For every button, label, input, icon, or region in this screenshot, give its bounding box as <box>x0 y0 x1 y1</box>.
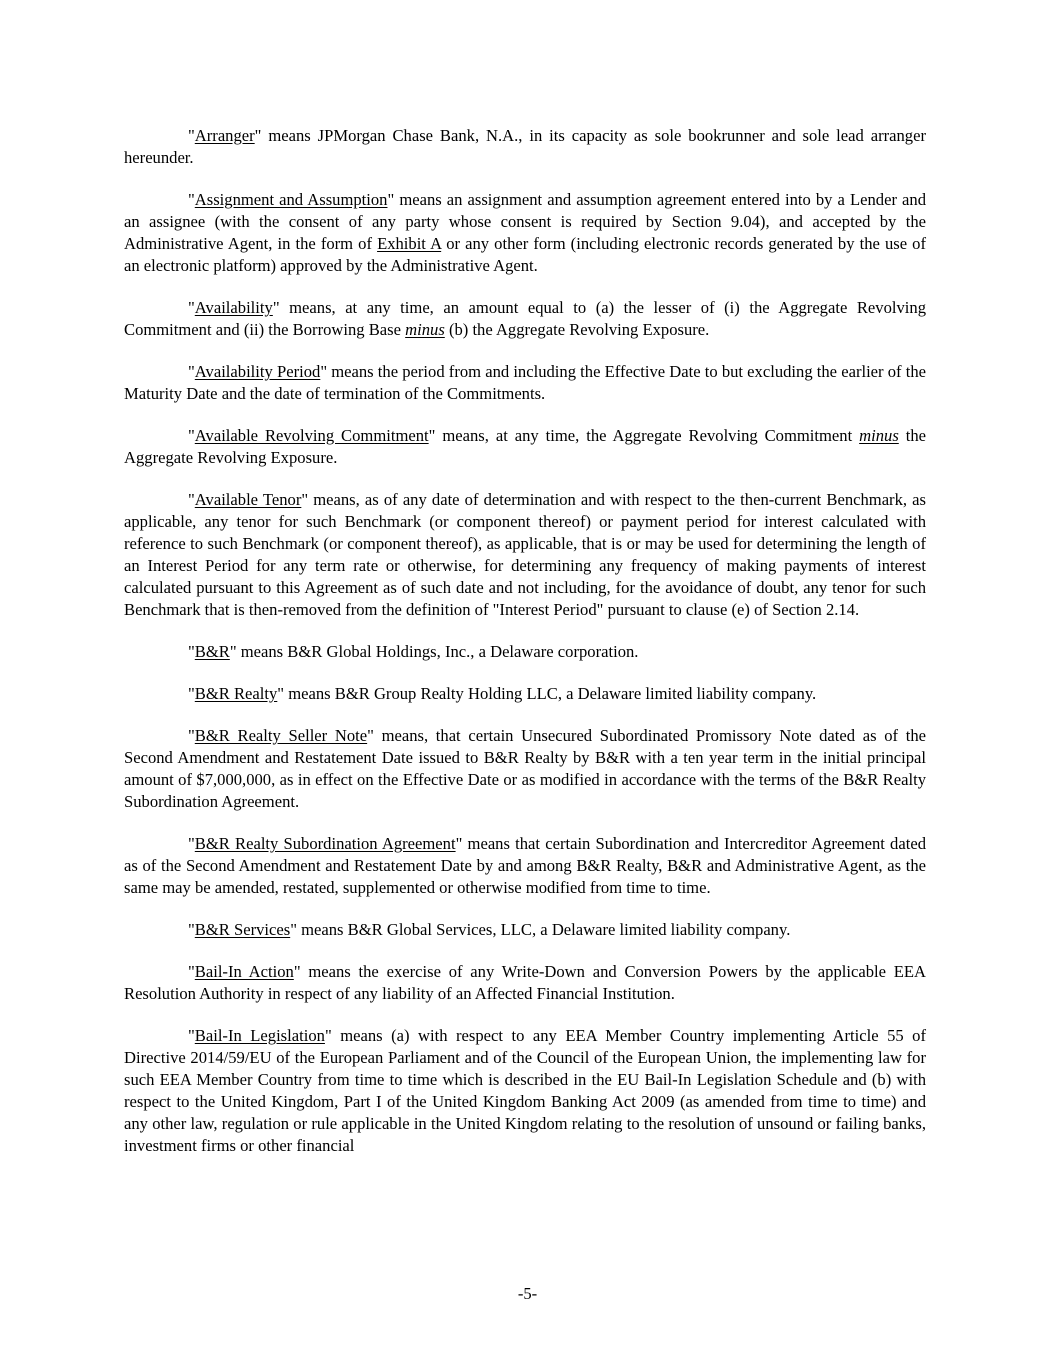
definition-text: " means (a) with respect to any EEA Member Country implementing Article 55 of Directive 2014/59/EU of the European Parliament and of the Council of the European Union, the implementing law for such EEA Member Country from time to time which is described in the EU Bail-In Legislation Schedule and (b) with respect to the United Kingdom, Part I of the United Kingdom Banking Act 2009 (as amended from time to time) and any other law, regulation or rule applicable in the United Kingdom relating to the resolution of unsound or failing banks, investment firms or other financial <box>124 1026 926 1155</box>
page-number: -5- <box>517 1284 538 1303</box>
defined-term: Bail-In Action <box>194 962 294 981</box>
definition-text: " means, that certain Unsecured Subordinated Promissory Note dated as of the Second Amendment and Restatement Date issued to B&R Realty by B&R with a ten year term in the initial principal amount of $7,000,000, as in effect on the Effective Date or as modified in accordance with the terms of the B&R Realty Subordination Agreement. <box>124 726 927 811</box>
defined-term: B&R Realty <box>194 684 278 703</box>
definition-text: (b) the Aggregate Revolving Exposure. <box>444 320 710 339</box>
exhibit-reference: Exhibit A <box>377 234 442 253</box>
definition-b-and-r-services: "B&R Services" means B&R Global Services, LLC, a Delaware limited liability company. <box>188 920 791 939</box>
definition-bail-in-legislation: "Bail-In Legislation" means (a) with respect to any EEA Member Country implementing Article 55 of Directive 2014/59/EU of the European Parliament and of the Council of the European Union, the implementing law for such EEA Member Country from time to time which is described in the EU Bail-In Legislation Schedule and (b) with respect to the United Kingdom, Part I of the United Kingdom Banking Act 2009 (as amended from time to time) and any other law, regulation or rule applicable in the United Kingdom relating to the resolution of unsound or failing banks, investment firms or other financial <box>124 1026 926 1155</box>
definition-text: the Aggregate Revolving Exposure. <box>124 426 926 467</box>
definition-availability: "Availability" means, at any time, an amount equal to (a) the lesser of (i) the Aggregate Revolving Commitment and (ii) the Borrowing Base minus (b) the Aggregate Revolving Exposure. <box>124 298 926 339</box>
defined-term: Availability <box>194 298 273 317</box>
defined-term: B&R Realty Subordination Agreement <box>194 834 456 853</box>
definition-b-and-r: "B&R" means B&R Global Holdings, Inc., a Delaware corporation. <box>188 642 639 661</box>
definition-text: " means B&R Group Realty Holding LLC, a Delaware limited liability company. <box>277 684 817 703</box>
emphasis-minus: minus <box>405 320 445 339</box>
definition-text: " means JPMorgan Chase Bank, N.A., in its capacity as sole bookrunner and sole lead arranger hereunder. <box>124 126 926 167</box>
defined-term: B&R Services <box>194 920 291 939</box>
defined-term: Arranger <box>194 126 255 145</box>
definition-b-and-r-realty-subordination-agreement: "B&R Realty Subordination Agreement" means that certain Subordination and Intercreditor Agreement dated as of the Second Amendment and Restatement Date by and among B&R Realty, B&R and Administrative Agent, as the same may be amended, restated, supplemented or otherwise modified from time to time. <box>124 834 926 897</box>
definition-text: " means the exercise of any Write-Down and Conversion Powers by the applicable EEA Resolution Authority in respect of any liability of an Affected Financial Institution. <box>124 962 926 1003</box>
defined-term: Assignment and Assumption <box>194 190 388 209</box>
document-body <box>124 125 926 1177</box>
defined-term: Available Revolving Commitment <box>194 426 429 445</box>
definition-text: " means B&R Global Holdings, Inc., a Delaware corporation. <box>229 642 639 661</box>
definition-text: or any other form (including electronic records generated by the use of an electronic platform) approved by the Administrative Agent. <box>124 234 926 275</box>
defined-term: Availability Period <box>194 362 321 381</box>
definition-available-revolving-commitment: "Available Revolving Commitment" means, at any time, the Aggregate Revolving Commitment minus the Aggregate Revolving Exposure. <box>124 426 926 467</box>
emphasis-minus: minus <box>859 426 899 445</box>
definition-text: " means an assignment and assumption agreement entered into by a Lender and an assignee (with the consent of any party whose consent is required by Section 9.04), and accepted by the Administrative Agent, in the form of <box>124 190 926 253</box>
definition-b-and-r-realty: "B&R Realty" means B&R Group Realty Holding LLC, a Delaware limited liability company. <box>188 684 817 703</box>
defined-term: Bail-In Legislation <box>194 1026 325 1045</box>
definition-text: " means that certain Subordination and Intercreditor Agreement dated as of the Second Amendment and Restatement Date by and among B&R Realty, B&R and Administrative Agent, as the same may be amended, restated, supplemented or otherwise modified from time to time. <box>124 834 926 897</box>
definition-bail-in-action: "Bail-In Action" means the exercise of any Write-Down and Conversion Powers by the applicable EEA Resolution Authority in respect of any liability of an Affected Financial Institution. <box>124 962 926 1003</box>
defined-term: B&R Realty Seller Note <box>194 726 368 745</box>
definition-text: " means, at any time, an amount equal to (a) the lesser of (i) the Aggregate Revolving Commitment and (ii) the Borrowing Base <box>124 298 926 339</box>
defined-term: Available Tenor <box>194 490 302 509</box>
definition-b-and-r-realty-seller-note: "B&R Realty Seller Note" means, that certain Unsecured Subordinated Promissory Note dated as of the Second Amendment and Restatement Date issued to B&R Realty by B&R with a ten year term in the initial principal amount of $7,000,000, as in effect on the Effective Date or as modified in accordance with the terms of the B&R Realty Subordination Agreement. <box>124 726 927 811</box>
definition-available-tenor: "Available Tenor" means, as of any date of determination and with respect to the then-current Benchmark, as applicable, any tenor for such Benchmark (or component thereof) or payment period for interest calculated with reference to such Benchmark (or component thereof), as applicable, that is or may be used for determining the length of an Interest Period for any term rate or otherwise, for determining any frequency of making payments of interest calculated pursuant to this Agreement as of such date and not including, for the avoidance of doubt, any tenor for such Benchmark that is then-removed from the definition of "Interest Period" pursuant to clause (e) of Section 2.14. <box>124 490 926 619</box>
definition-availability-period: "Availability Period" means the period from and including the Effective Date to but excluding the earlier of the Maturity Date and the date of termination of the Commitments. <box>124 362 926 403</box>
definition-text: " means, at any time, the Aggregate Revolving Commitment <box>428 426 860 445</box>
definition-text: " means the period from and including the Effective Date to but excluding the earlier of the Maturity Date and the date of termination of the Commitments. <box>124 362 926 403</box>
definition-text: " means, as of any date of determination and with respect to the then-current Benchmark, as applicable, any tenor for such Benchmark (or component thereof) or payment period for interest calculated with reference to such Benchmark (or component thereof), as applicable, that is or may be used for determining the length of an Interest Period for any term rate or otherwise, for determining any frequency of making payments of interest calculated pursuant to this Agreement as of such date and not including, for the avoidance of doubt, any tenor for such Benchmark that is then-removed from the definition of "Interest Period" pursuant to clause (e) of Section 2.14. <box>124 490 926 619</box>
definition-assignment-and-assumption: "Assignment and Assumption" means an assignment and assumption agreement entered into by a Lender and an assignee (with the consent of any party whose consent is required by Section 9.04), and accepted by the Administrative Agent, in the form of Exhibit A or any other form (including electronic records generated by the use of an electronic platform) approved by the Administrative Agent. <box>124 190 926 275</box>
defined-term: B&R <box>194 642 230 661</box>
definition-text: " means B&R Global Services, LLC, a Delaware limited liability company. <box>290 920 791 939</box>
definition-arranger: "Arranger" means JPMorgan Chase Bank, N.A., in its capacity as sole bookrunner and sole lead arranger hereunder. <box>124 126 926 167</box>
